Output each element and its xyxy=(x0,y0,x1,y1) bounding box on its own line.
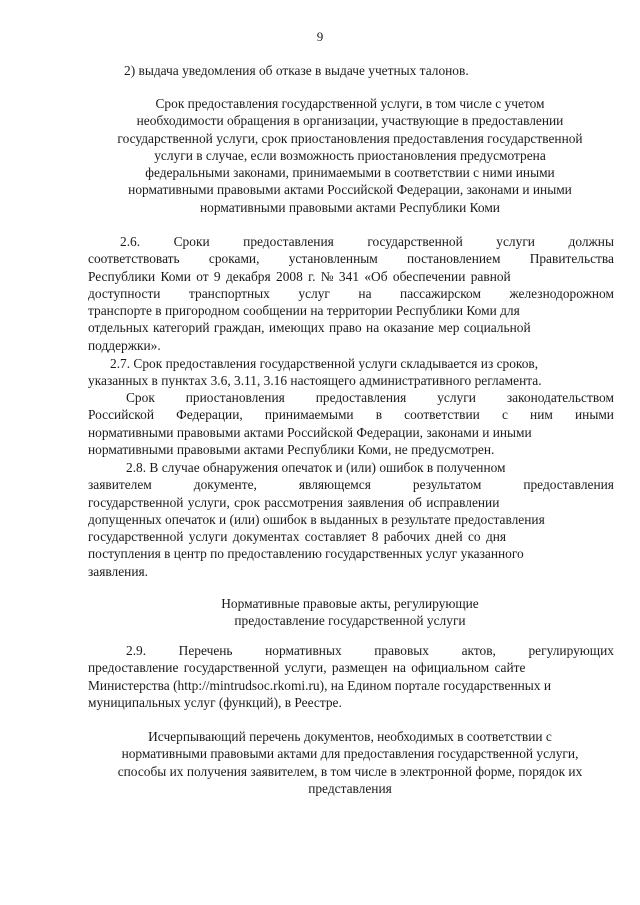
text-line xyxy=(88,389,614,406)
word: являющемся xyxy=(298,477,371,493)
text-line: предоставление государственной услуги, размещен на официальном сайте xyxy=(88,660,526,676)
word: правовых xyxy=(374,643,429,658)
paragraph-2-9 xyxy=(88,642,614,711)
text-line: государственной услуги документах составляет 8 рабочих дней со дня xyxy=(88,529,507,545)
word: приостановления xyxy=(185,390,285,405)
word: установленным xyxy=(288,251,378,267)
heading-line: нормативными правовыми актами Республики Коми xyxy=(200,199,500,215)
heading-line: способы их получения заявителем, в том числе в электронной форме, порядок их xyxy=(117,763,583,779)
word: 2.9. xyxy=(126,643,147,658)
heading-line: Нормативные правовые акты, регулирующие xyxy=(221,596,479,611)
text-line: 2.7. Срок предоставления государственной услуги складывается из сроков, xyxy=(110,356,539,371)
text-line: поддержки». xyxy=(88,337,161,353)
word: предоставления xyxy=(243,234,334,249)
section-heading-acts xyxy=(84,595,616,630)
word: заявителем xyxy=(88,477,152,493)
list-item-2 xyxy=(124,62,604,79)
heading-line: Срок предоставления государственной услуги, в том числе с учетом xyxy=(155,96,545,111)
heading-line: федеральными законами, принимаемыми в соответствии с ними иными xyxy=(145,165,555,181)
page-number: 9 xyxy=(316,29,324,44)
text-line xyxy=(88,250,614,267)
text-line xyxy=(88,406,614,423)
paragraph-suspension xyxy=(88,389,614,458)
heading-line: необходимости обращения в организации, участвующие в предоставлении xyxy=(136,113,564,129)
text-line: поступления в центр по предоставлению государственных услуг указанного xyxy=(88,546,524,562)
word: соответствовать xyxy=(88,251,180,267)
text-line: нормативными правовыми актами Республики Коми, не предусмотрен. xyxy=(88,441,495,457)
text-line: заявления. xyxy=(88,563,149,579)
word: доступности xyxy=(88,285,161,301)
section-heading-deadline xyxy=(84,95,616,216)
word: сроками, xyxy=(208,251,260,267)
word: транспортных xyxy=(189,285,270,301)
text-line: государственной услуги, срок рассмотрения заявления об исправлении xyxy=(88,494,500,510)
word: документе, xyxy=(193,477,257,493)
text-line: отдельных категорий граждан, имеющих право на оказание мер социальной xyxy=(88,320,531,336)
word: предоставления xyxy=(523,477,614,493)
heading-line: Исчерпывающий перечень документов, необходимых в соответствии с xyxy=(148,729,552,744)
word: услуги xyxy=(496,234,535,249)
word: результатом xyxy=(412,477,482,493)
word: Российской xyxy=(88,407,154,423)
text-line: допущенных опечаток и (или) ошибок в выданных в результате предоставления xyxy=(88,511,545,527)
word: пассажирском xyxy=(400,285,481,301)
paragraph-2-7 xyxy=(88,355,614,390)
heading-line: государственной услуги, срок приостановления предоставления государственной xyxy=(117,130,583,146)
word: железнодорожном xyxy=(509,285,614,301)
word: Правительства xyxy=(529,251,614,267)
word: соответствии xyxy=(404,407,480,423)
word: актов, xyxy=(461,643,496,658)
heading-line: нормативными правовыми актами для предоставления государственной услуги, xyxy=(121,746,579,762)
word: ним xyxy=(530,407,553,423)
section-heading-documents xyxy=(84,728,616,797)
word: услуги xyxy=(437,390,476,405)
text-line xyxy=(88,285,614,302)
text-line: нормативными правовыми актами Российской Федерации, законами и иными xyxy=(88,424,532,440)
word: услуг xyxy=(298,285,330,301)
text-line xyxy=(88,476,614,493)
word: в xyxy=(375,407,383,423)
text-line: транспорте в пригородном сообщении на территории Республики Коми для xyxy=(88,303,520,319)
word: должны xyxy=(568,234,614,249)
text-line: указанных в пунктах 3.6, 3.11, 3.16 настоящего административного регламента. xyxy=(88,373,542,389)
heading-line: представления xyxy=(308,780,392,796)
heading-line: нормативными правовыми актами Российской Федерации, законами и иными xyxy=(128,182,572,198)
text-line xyxy=(88,642,614,659)
word: предоставления xyxy=(315,390,407,405)
paragraph-2-6 xyxy=(88,233,614,354)
word: государственной xyxy=(367,234,463,249)
text-line: 2.8. В случае обнаружения опечаток и (или) ошибок в полученном xyxy=(126,460,506,475)
word: Перечень xyxy=(178,643,233,658)
heading-line: предоставление государственной услуги xyxy=(234,613,466,629)
word: иными xyxy=(574,407,614,423)
text-line xyxy=(88,233,614,250)
word: на xyxy=(358,285,372,301)
paragraph-2-8 xyxy=(88,459,614,580)
word: с xyxy=(501,407,508,423)
word: законодательством xyxy=(506,390,614,405)
word: Сроки xyxy=(173,234,210,249)
text-line: муниципальных услуг (функций), в Реестре. xyxy=(88,694,342,710)
text-line: Республики Коми от 9 декабря 2008 г. № 341 «Об обеспечении равной xyxy=(88,268,511,284)
word: регулирующих xyxy=(528,643,614,658)
word: постановлением xyxy=(406,251,501,267)
text-line: Министерства (http://mintrudsoc.rkomi.ru), на Едином портале государственных и xyxy=(88,677,552,693)
word: Срок xyxy=(126,390,155,405)
word: нормативных xyxy=(265,643,342,658)
text-line: 2) выдача уведомления об отказе в выдаче учетных талонов. xyxy=(124,63,469,78)
word: принимаемыми xyxy=(264,407,354,423)
heading-line: услуги в случае, если возможность приостановления предусмотрена xyxy=(154,147,546,163)
word: 2.6. xyxy=(120,234,141,249)
word: Федерации, xyxy=(176,407,243,423)
